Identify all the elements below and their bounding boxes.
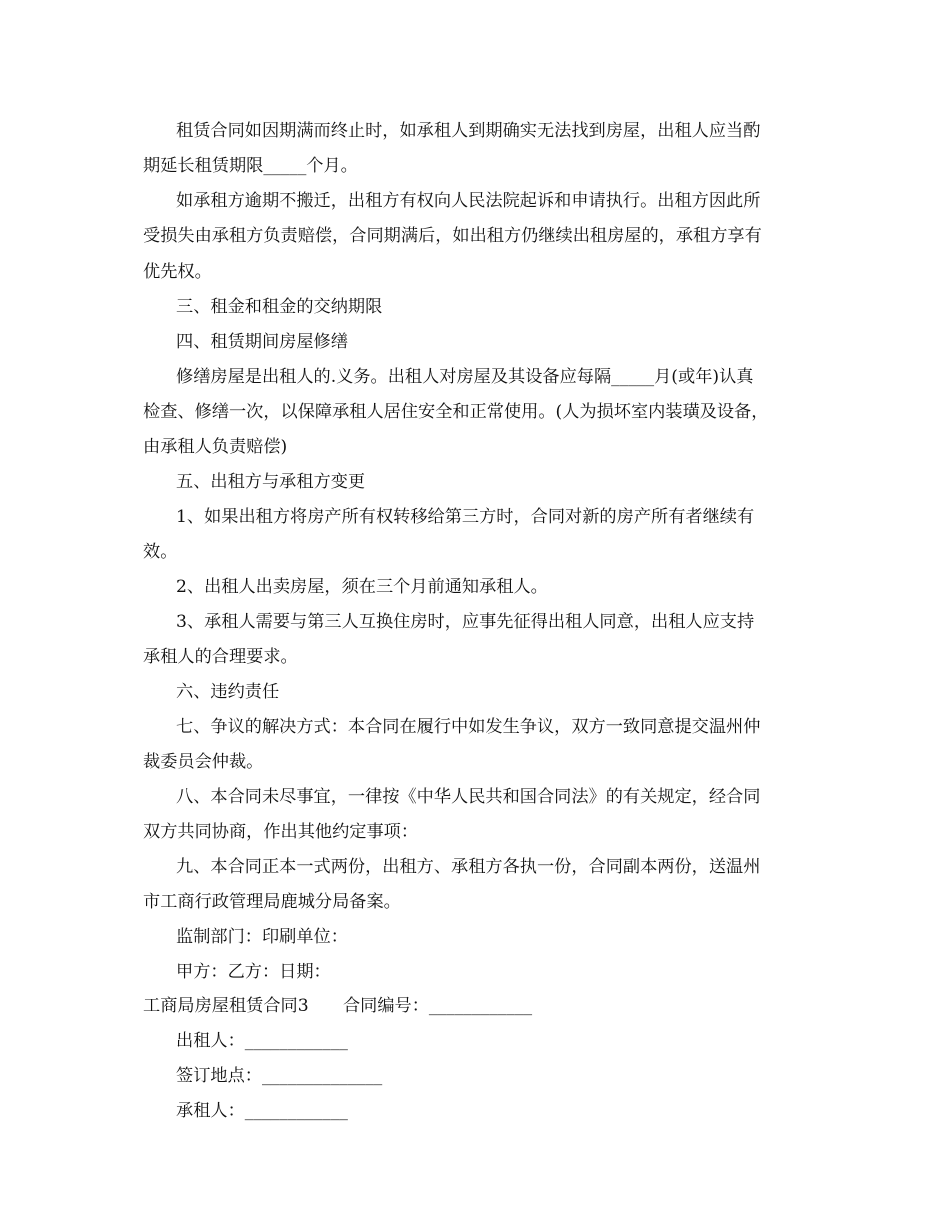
paragraph-line: 九、本合同正本一式两份，出租方、承租方各执一份，合同副本两份，送温州 <box>176 857 761 877</box>
paragraph-line: 承租人的合理要求。 <box>143 647 298 667</box>
paragraph-line: 七、争议的解决方式：本合同在履行中如发生争议，双方一致同意提交温州仲 <box>176 717 761 737</box>
section-heading: 六、违约责任 <box>176 682 280 702</box>
signature-line: 监制部门：印刷单位： <box>176 927 348 947</box>
paragraph-line: 2、出租人出卖房屋，须在三个月前通知承租人。 <box>176 577 548 597</box>
paragraph-line: 效。 <box>143 542 178 562</box>
form-field-line: 承租人：____________ <box>176 1101 348 1121</box>
paragraph-line: 八、本合同未尽事宜，一律按《中华人民共和国合同法》的有关规定，经合同 <box>176 787 761 807</box>
paragraph-line: 市工商行政管理局鹿城分局备案。 <box>143 892 401 912</box>
paragraph-line: 租赁合同如因期满而终止时，如承租人到期确实无法找到房屋，出租人应当酌 <box>176 121 761 141</box>
section-heading: 三、租金和租金的交纳期限 <box>176 297 383 317</box>
paragraph-line: 1、如果出租方将房产所有权转移给第三方时，合同对新的房产所有者继续有 <box>176 507 755 527</box>
paragraph-line: 检查、修缮一次，以保障承租人居住安全和正常使用。(人为损坏室内装璜及设备， <box>143 402 769 422</box>
paragraph-line: 裁委员会仲裁。 <box>143 752 264 772</box>
section-heading: 四、租赁期间房屋修缮 <box>176 332 348 352</box>
section-heading: 五、出租方与承租方变更 <box>176 472 366 492</box>
paragraph-line: 由承租人负责赔偿) <box>143 437 288 457</box>
paragraph-line: 受损失由承租方负责赔偿，合同期满后，如出租方仍继续出租房屋的，承租方享有 <box>143 226 762 246</box>
paragraph-line: 优先权。 <box>143 262 212 282</box>
paragraph-line: 3、承租人需要与第三人互换住房时，应事先征得出租人同意，出租人应支持 <box>176 612 755 632</box>
paragraph-line: 期延长租赁期限_____个月。 <box>143 156 358 176</box>
form-field-line: 出租人：____________ <box>176 1031 348 1051</box>
form-field-line: 签订地点：______________ <box>176 1066 383 1086</box>
paragraph-line: 修缮房屋是出租人的.义务。出租人对房屋及其设备应每隔_____月(或年)认真 <box>176 367 754 387</box>
paragraph-line: 如承租方逾期不搬迁，出租方有权向人民法院起诉和申请执行。出租方因此所 <box>176 191 761 211</box>
signature-line: 甲方：乙方：日期： <box>176 962 331 982</box>
paragraph-line: 双方共同协商，作出其他约定事项： <box>143 822 419 842</box>
contract-title-line: 工商局房屋租赁合同3 合同编号：____________ <box>143 996 533 1016</box>
